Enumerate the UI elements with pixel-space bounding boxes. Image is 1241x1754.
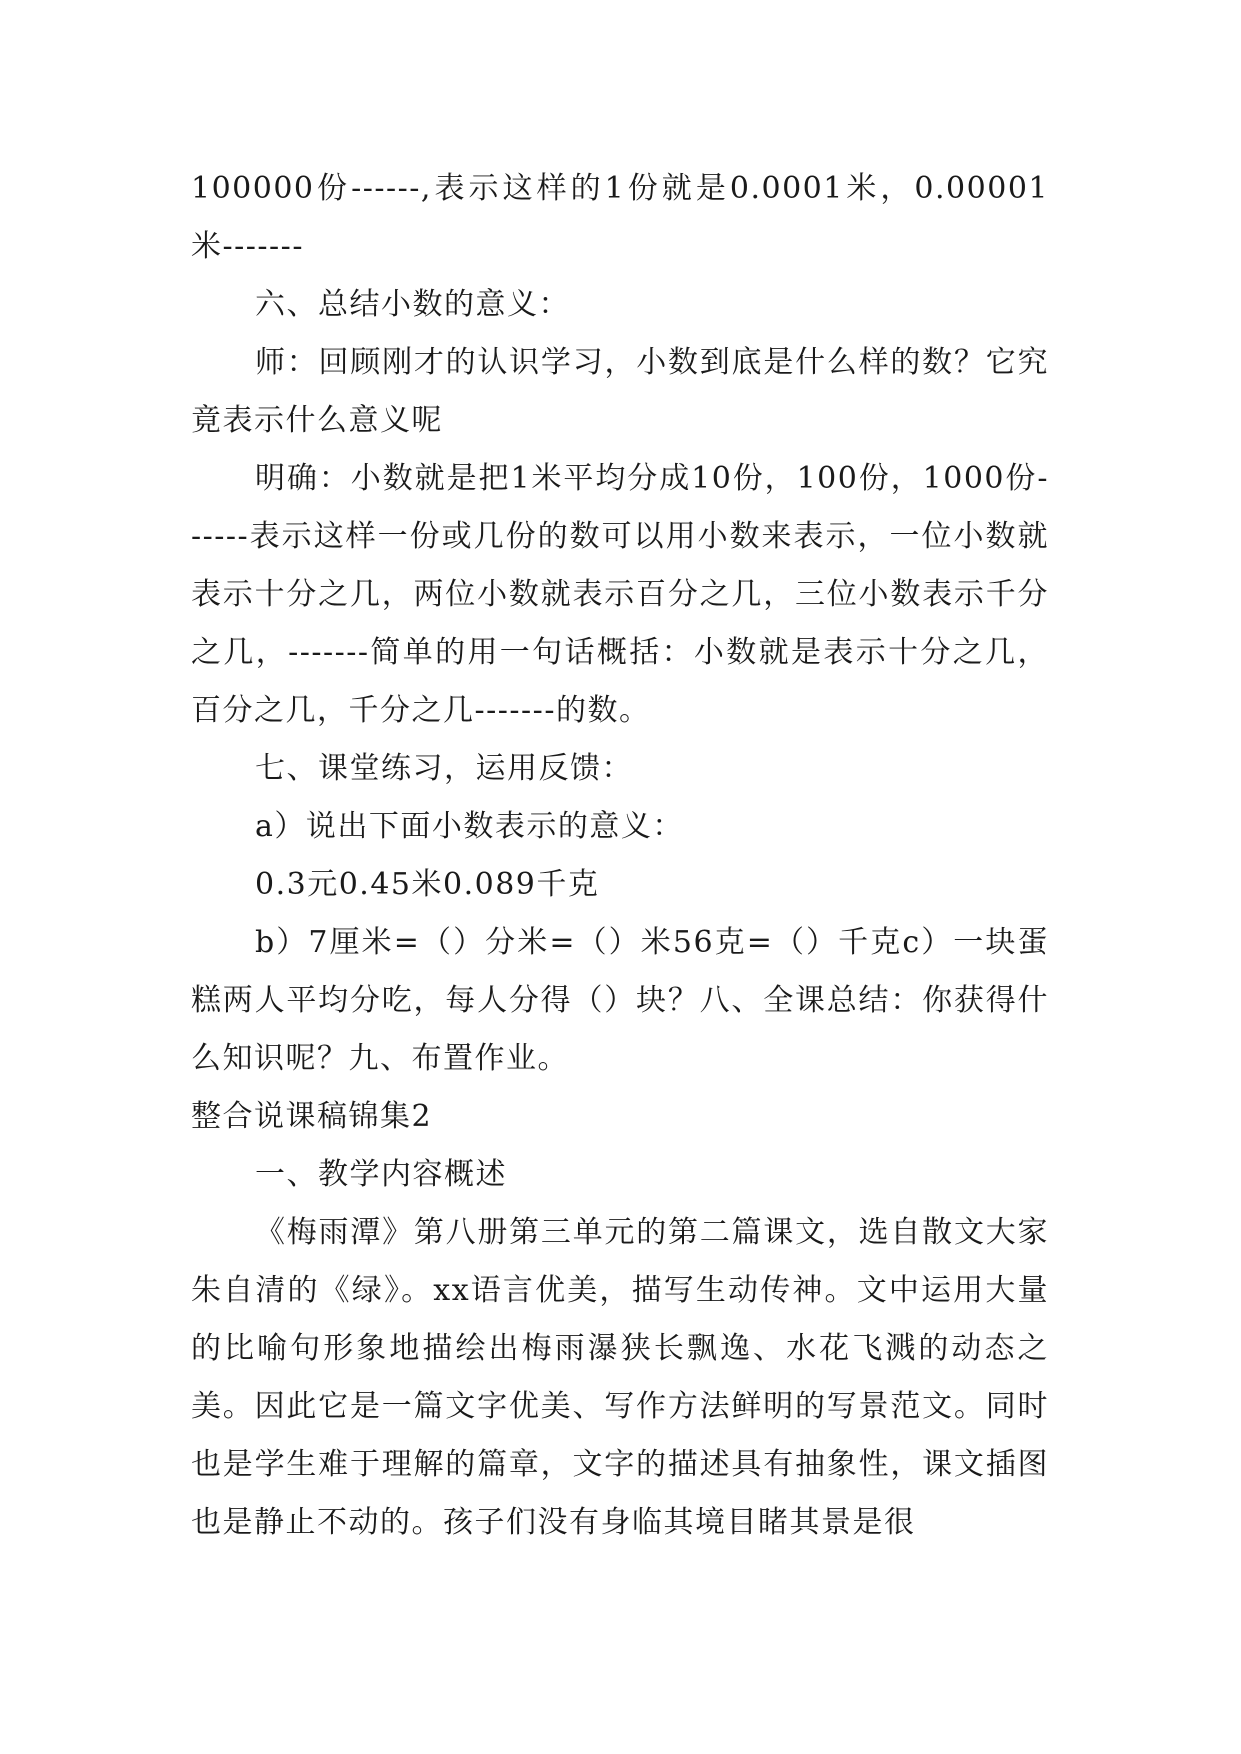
paragraph-definition: 明确：小数就是把1米平均分成10份，100份，1000份------表示这样一份或几份的数可以用小数来表示，一位小数就表示十分之几，两位小数就表示百分之几，三位小数表示千分之几，-------简单的用一句话概括：小数就是表示十分之几，百分之几，千分之几-------的数。 [191,461,1049,728]
section-heading-overview: 一、教学内容概述 [255,1157,507,1192]
document-title: 整合说课稿锦集2 [191,1099,433,1134]
section-heading-summary: 六、总结小数的意义： [255,287,570,322]
paragraph-teacher-question: 师：回顾刚才的认识学习，小数到底是什么样的数？它究竟表示什么意义呢 [191,345,1049,438]
paragraph-overview: 《梅雨潭》第八册第三单元的第二篇课文，选自散文大家朱自清的《绿》。xx语言优美，描写生动传神。文中运用大量的比喻句形象地描绘出梅雨瀑狭长飘逸、水花飞溅的动态之美。因此它是一篇文字优美、写作方法鲜明的写景范文。同时也是学生难于理解的篇章，文字的描述具有抽象性，课文插图也是静止不动的。孩子们没有身临其境目睹其景是很 [191,1215,1049,1540]
section-heading-practice: 七、课堂练习，运用反馈： [255,751,633,786]
paragraph-continuation: 100000份------,表示这样的1份就是0.0001米，0.00001米------- [191,171,1049,264]
exercise-a-prompt: a）说出下面小数表示的意义： [255,809,684,844]
document-body [191,160,1049,1552]
exercise-a-values: 0.3元0.45米0.089千克 [255,867,600,902]
exercise-b-c: b）7厘米=（）分米=（）米56克=（）千克c）一块蛋糕两人平均分吃，每人分得（）块？八、全课总结：你获得什么知识呢？九、布置作业。 [191,925,1049,1076]
